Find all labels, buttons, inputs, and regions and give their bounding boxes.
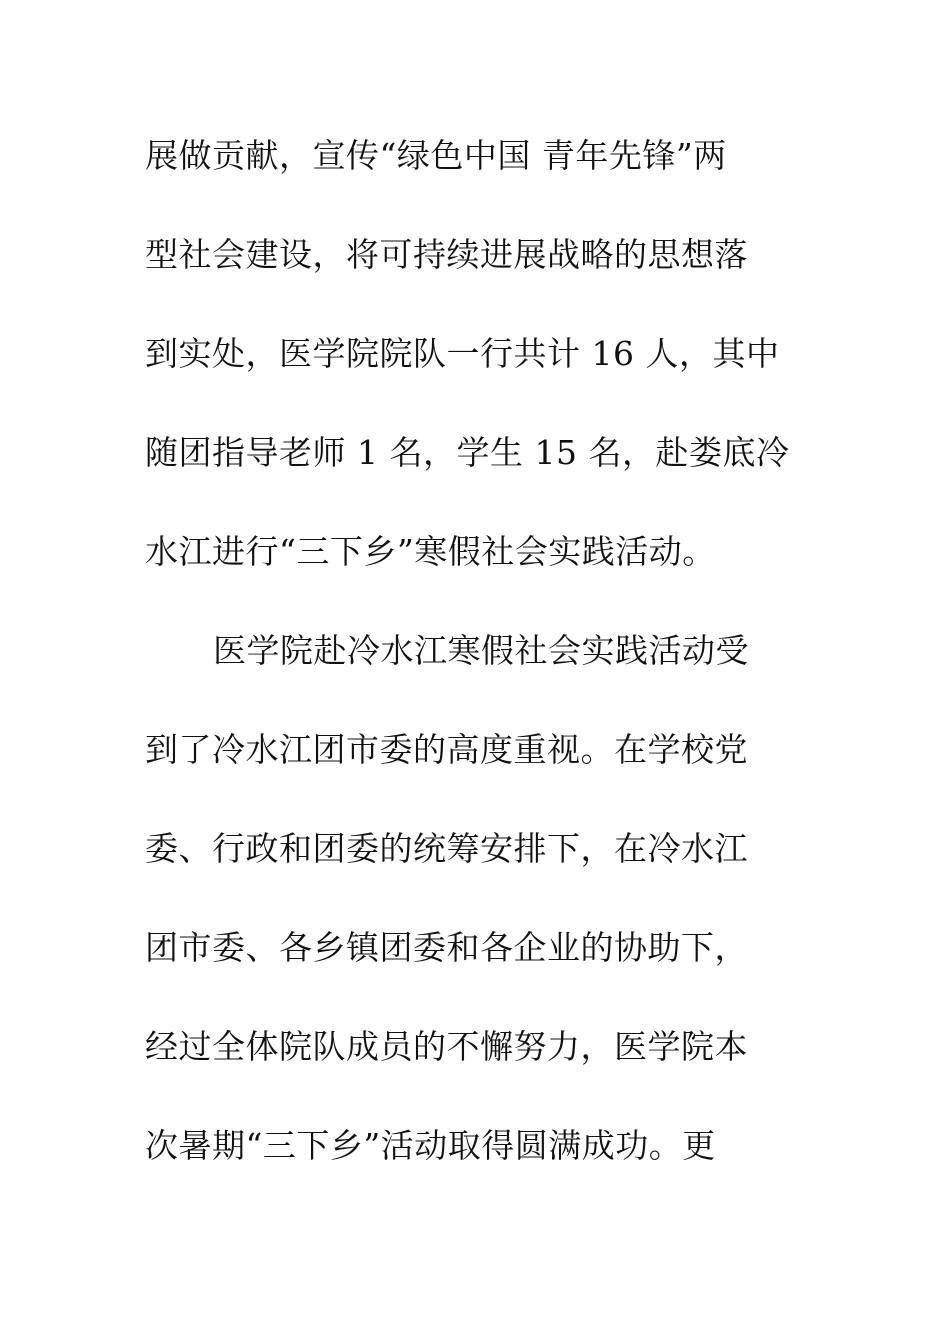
text-line: 水江进行“三下乡”寒假社会实践活动。 bbox=[145, 532, 716, 571]
text-line: 随团指导老师 1 名，学生 15 名，赴娄底冷 bbox=[145, 433, 790, 472]
text-line: 次暑期“三下乡”活动取得圆满成功。更 bbox=[145, 1126, 716, 1165]
text-line: 委、行政和团委的统筹安排下，在冷水江 bbox=[145, 829, 748, 868]
text-line: 到实处，医学院院队一行共计 16 人，其中 bbox=[145, 334, 780, 373]
text-line: 展做贡献，宣传“绿色中国 青年先锋”两 bbox=[145, 136, 727, 175]
text-line: 型社会建设，将可持续进展战略的思想落 bbox=[145, 235, 748, 274]
text-line: 团市委、各乡镇团委和各企业的协助下， bbox=[145, 928, 748, 967]
text-line: 经过全体院队成员的不懈努力，医学院本 bbox=[145, 1027, 748, 1066]
paragraph-first-line: 医学院赴冷水江寒假社会实践活动受 bbox=[213, 631, 749, 670]
body-text bbox=[145, 128, 805, 1217]
text-line: 到了冷水江团市委的高度重视。在学校党 bbox=[145, 730, 748, 769]
